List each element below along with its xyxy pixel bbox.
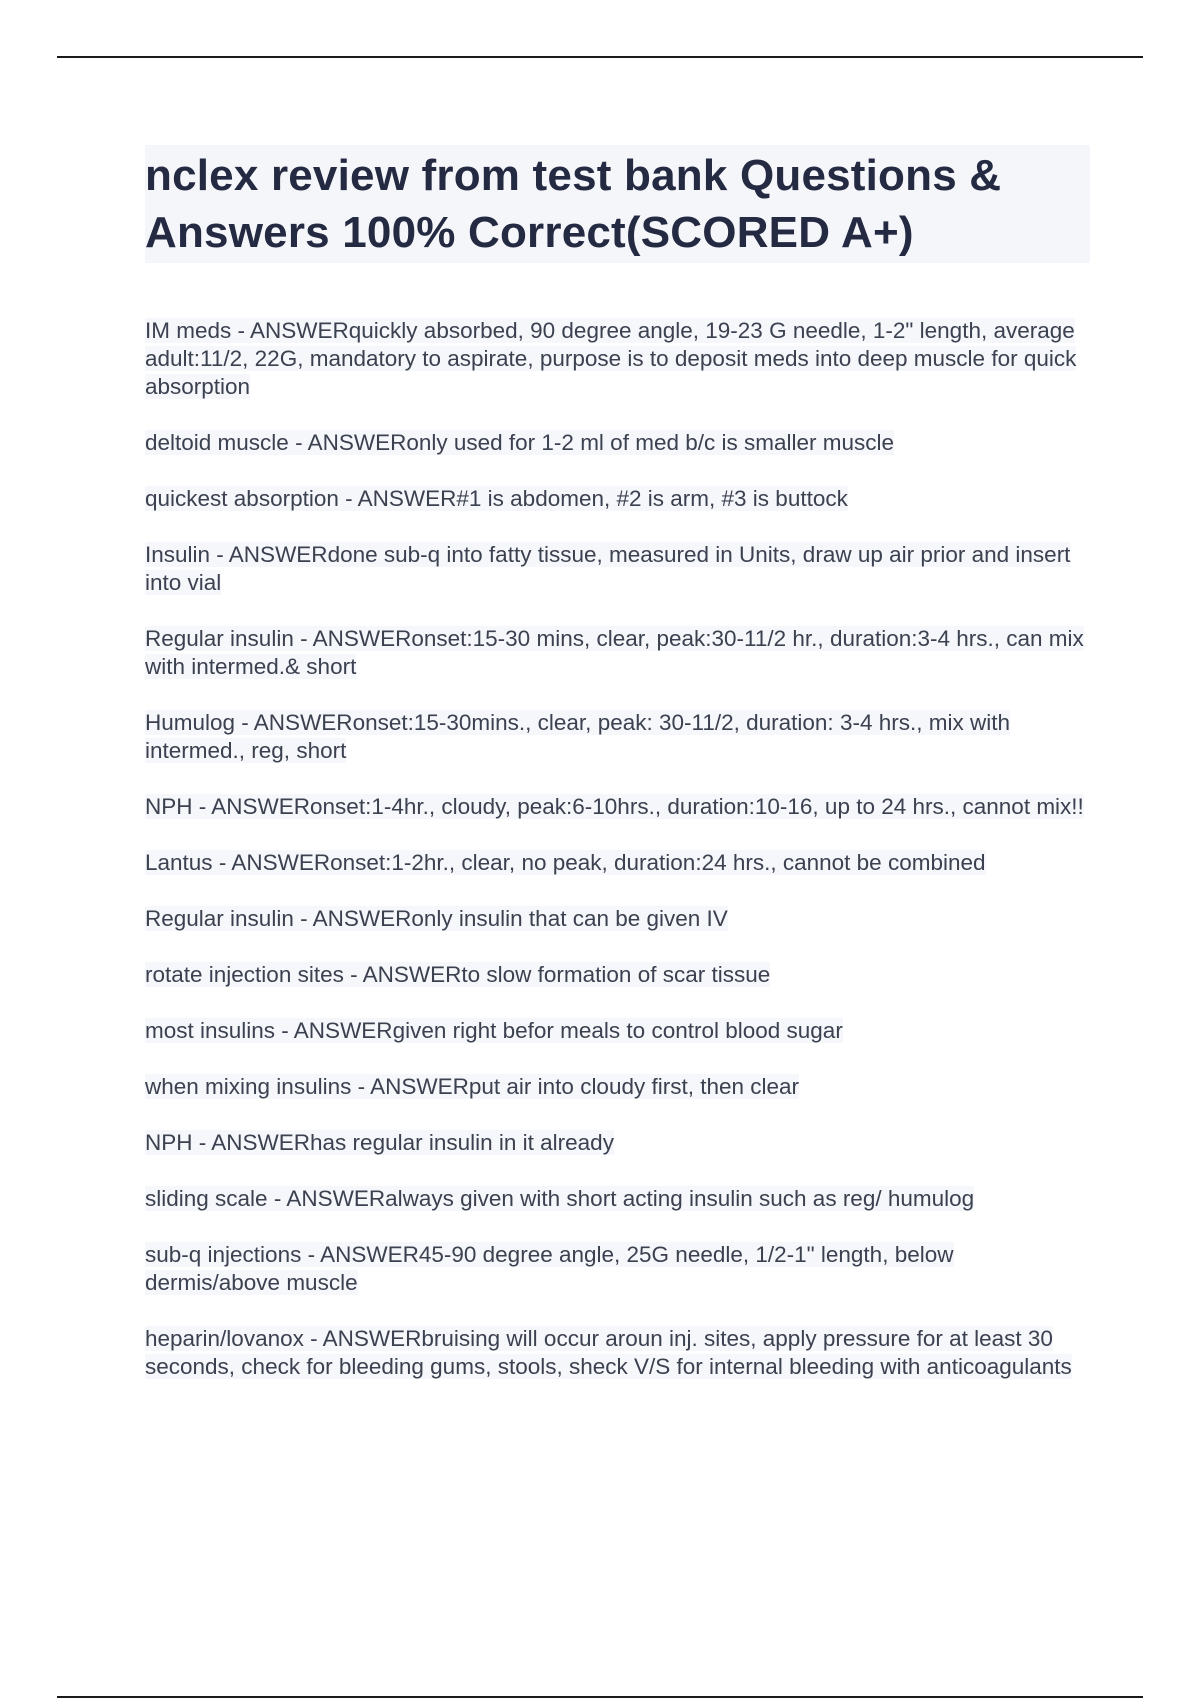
entry-separator: - ANSWER [267,1186,386,1211]
entry-sub-q-injections [145,1241,1090,1297]
document-title: nclex review from test bank Questions & Answers 100% Correct(SCORED A+) [145,145,1090,263]
entry-nph-regular [145,1129,1090,1157]
entry-separator: - ANSWER [288,430,407,455]
entry-answer: to slow formation of scar tissue [461,962,771,987]
entry-answer: #1 is abdomen, #2 is arm, #3 is buttock [456,486,848,511]
entry-term: heparin/lovanox [145,1326,304,1351]
entry-term: Regular insulin [145,626,294,651]
entry-separator: - ANSWER [343,962,462,987]
entry-term: Humulog [145,710,236,735]
entry-answer: onset:1-2hr., clear, no peak, duration:24 hrs., cannot be combined [330,850,986,875]
entry-separator: - ANSWER [275,1018,393,1043]
entry-when-mixing-insulins [145,1073,1090,1101]
entry-deltoid-muscle [145,429,1090,457]
entry-nph [145,793,1090,821]
entry-term: rotate injection sites [145,962,344,987]
entry-separator: - ANSWER [192,1130,311,1155]
entry-term: Regular insulin [145,906,294,931]
entry-heparin-lovanox [145,1325,1090,1381]
top-rule [57,56,1143,58]
entry-most-insulins [145,1017,1090,1045]
entry-regular-insulin-iv [145,905,1090,933]
entry-term: sliding scale [145,1186,268,1211]
entry-separator: - ANSWER [293,906,412,931]
entry-term: Lantus [145,850,213,875]
entry-term: NPH [145,794,193,819]
entry-term: Insulin [145,542,211,567]
entry-term: quickest absorption [145,486,339,511]
entry-regular-insulin [145,625,1090,681]
entry-answer: put air into cloudy first, then clear [468,1074,800,1099]
entry-term: sub-q injections [145,1242,302,1267]
entry-separator: - ANSWER [212,850,331,875]
entry-rotate-injection-sites [145,961,1090,989]
entry-list [145,317,1090,1381]
entry-answer: onset:15-30mins., clear, peak: 30-11/2, duration: 3-4 hrs., mix with intermed., reg, short [145,710,1010,763]
entry-separator: - ANSWER [192,794,311,819]
bottom-rule [57,1696,1143,1698]
entry-answer: has regular insulin in it already [310,1130,614,1155]
entry-separator: - ANSWER [293,626,412,651]
entry-quickest-absorption [145,485,1090,513]
entry-answer: only insulin that can be given IV [411,906,728,931]
entry-insulin [145,541,1090,597]
entry-separator: - ANSWER [210,542,328,567]
entry-term: most insulins [145,1018,276,1043]
entry-term: when mixing insulins [145,1074,352,1099]
entry-answer: done sub-q into fatty tissue, measured in Units, draw up air prior and insert into vial [145,542,1071,595]
entry-answer: only used for 1-2 ml of med b/c is smaller muscle [406,430,895,455]
entry-separator: - ANSWER [351,1074,469,1099]
entry-term: IM meds [145,318,232,343]
entry-separator: - ANSWER [338,486,457,511]
entry-lantus [145,849,1090,877]
entry-answer: always given with short acting insulin such as reg/ humulog [385,1186,975,1211]
entry-im-meds [145,317,1090,401]
entry-separator: - ANSWER [235,710,353,735]
entry-separator: - ANSWER [303,1326,422,1351]
entry-answer: bruising will occur aroun inj. sites, apply pressure for at least 30 seconds, check for bleeding gums, stools, sheck V/S for internal bleeding with anticoagulants [145,1326,1072,1379]
entry-answer: onset:15-30 mins, clear, peak:30-11/2 hr., duration:3-4 hrs., can mix with intermed.& short [145,626,1084,679]
entry-term: NPH [145,1130,193,1155]
entry-sliding-scale [145,1185,1090,1213]
entry-separator: - ANSWER [231,318,349,343]
entry-answer: given right befor meals to control blood sugar [392,1018,843,1043]
entry-answer: onset:1-4hr., cloudy, peak:6-10hrs., duration:10-16, up to 24 hrs., cannot mix!! [310,794,1084,819]
entry-answer: quickly absorbed, 90 degree angle, 19-23 G needle, 1-2" length, average adult:11/2, 22G, mandatory to aspirate, purpose is to deposit meds into deep muscle for quick absorption [145,318,1077,399]
entry-separator: - ANSWER [301,1242,419,1267]
entry-humulog [145,709,1090,765]
entry-answer: 45-90 degree angle, 25G needle, 1/2-1" length, below dermis/above muscle [145,1242,954,1295]
entry-term: deltoid muscle [145,430,289,455]
document-body [145,145,1090,1409]
